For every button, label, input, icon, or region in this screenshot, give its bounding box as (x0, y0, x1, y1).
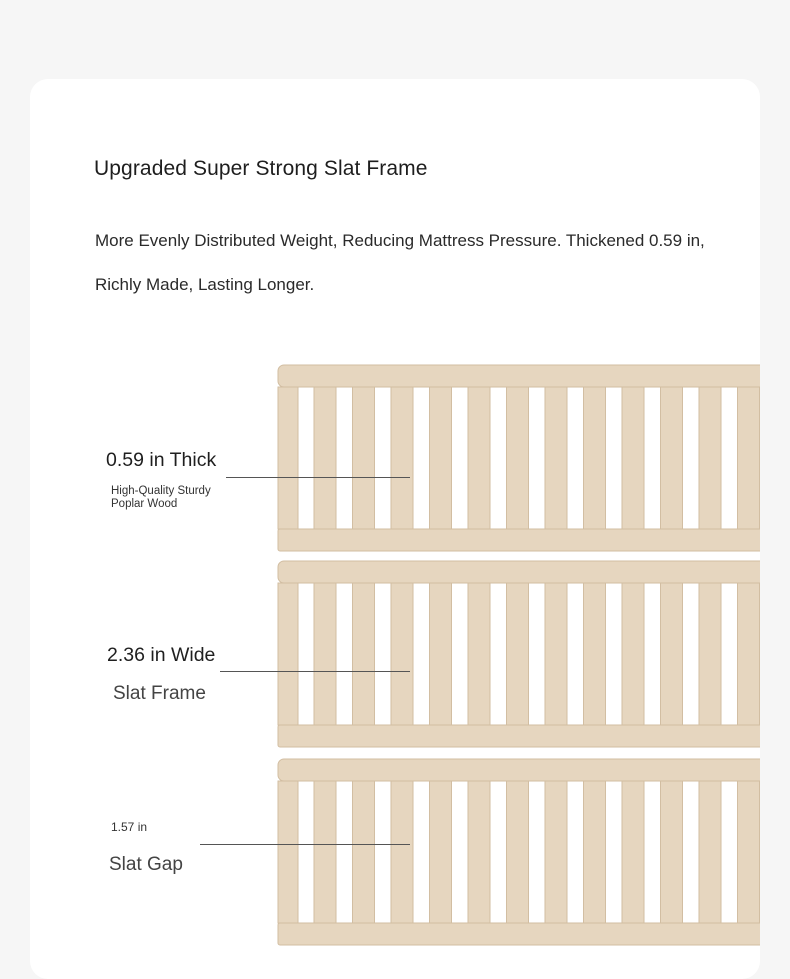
frame-section-3-slat (353, 781, 375, 923)
frame-section-2-slat (699, 583, 721, 725)
frame-section-3-slat (507, 781, 529, 923)
frame-section-3-bottom-rail (278, 923, 760, 945)
frame-section-3-slat (661, 781, 683, 923)
section-description: More Evenly Distributed Weight, Reducing Mattress Pressure. Thickened 0.59 in, Richly Made, Lasting Longer. (95, 231, 705, 294)
frame-section-1-slat (738, 387, 760, 529)
frame-section-3-end-post (278, 781, 298, 923)
frame-section-3-slat (314, 781, 336, 923)
frame-section-2-slat (391, 583, 413, 725)
frame-section-1-bottom-rail (278, 529, 760, 551)
frame-section-3-slat (584, 781, 606, 923)
frame-section-1-slat (430, 387, 452, 529)
frame-section-3-slat (391, 781, 413, 923)
gap-caption: Slat Gap (109, 854, 183, 875)
frame-section-1-slat (545, 387, 567, 529)
frame-section-1-slat (699, 387, 721, 529)
width-label: 2.36 in Wide (107, 644, 216, 666)
frame-section-2-bottom-rail (278, 725, 760, 747)
frame-section-1-top-rail (278, 365, 760, 387)
frame-section-2-slat (507, 583, 529, 725)
thickness-leader-line (226, 477, 410, 478)
frame-section-2-slat (738, 583, 760, 725)
frame-section-2-slat (468, 583, 490, 725)
frame-section-3-slat (545, 781, 567, 923)
frame-section-2-top-rail (278, 561, 760, 583)
slat-frame-illustration (276, 363, 760, 947)
width-caption: Slat Frame (113, 683, 206, 704)
frame-section-3-slat (430, 781, 452, 923)
frame-section-2-end-post (278, 583, 298, 725)
frame-section-1-slat (468, 387, 490, 529)
thickness-label: 0.59 in Thick (106, 449, 217, 471)
frame-section-2-slat (314, 583, 336, 725)
gap-leader-line (200, 844, 410, 845)
frame-section-2-slat (622, 583, 644, 725)
frame-section-2-slat (584, 583, 606, 725)
frame-section-1-slat (622, 387, 644, 529)
gap-label: 1.57 in (111, 820, 148, 834)
frame-section-2-slat (661, 583, 683, 725)
product-card (30, 79, 760, 979)
frame-section-1-slat (353, 387, 375, 529)
frame-section-1-slat (661, 387, 683, 529)
frame-section-3-slat (622, 781, 644, 923)
frame-section-2-slat (353, 583, 375, 725)
frame-section-1-slat (507, 387, 529, 529)
section-title: Upgraded Super Strong Slat Frame (94, 157, 428, 180)
frame-section-3-top-rail (278, 759, 760, 781)
frame-section-1-slat (314, 387, 336, 529)
frame-section-1-slat (391, 387, 413, 529)
frame-section-3-slat (699, 781, 721, 923)
frame-section-3-slat (468, 781, 490, 923)
frame-section-1-slat (584, 387, 606, 529)
thickness-caption: High-Quality Sturdy Poplar Wood (111, 485, 211, 510)
frame-section-2-slat (430, 583, 452, 725)
frame-section-1-end-post (278, 387, 298, 529)
frame-section-3-slat (738, 781, 760, 923)
frame-section-2-slat (545, 583, 567, 725)
width-leader-line (220, 671, 410, 672)
